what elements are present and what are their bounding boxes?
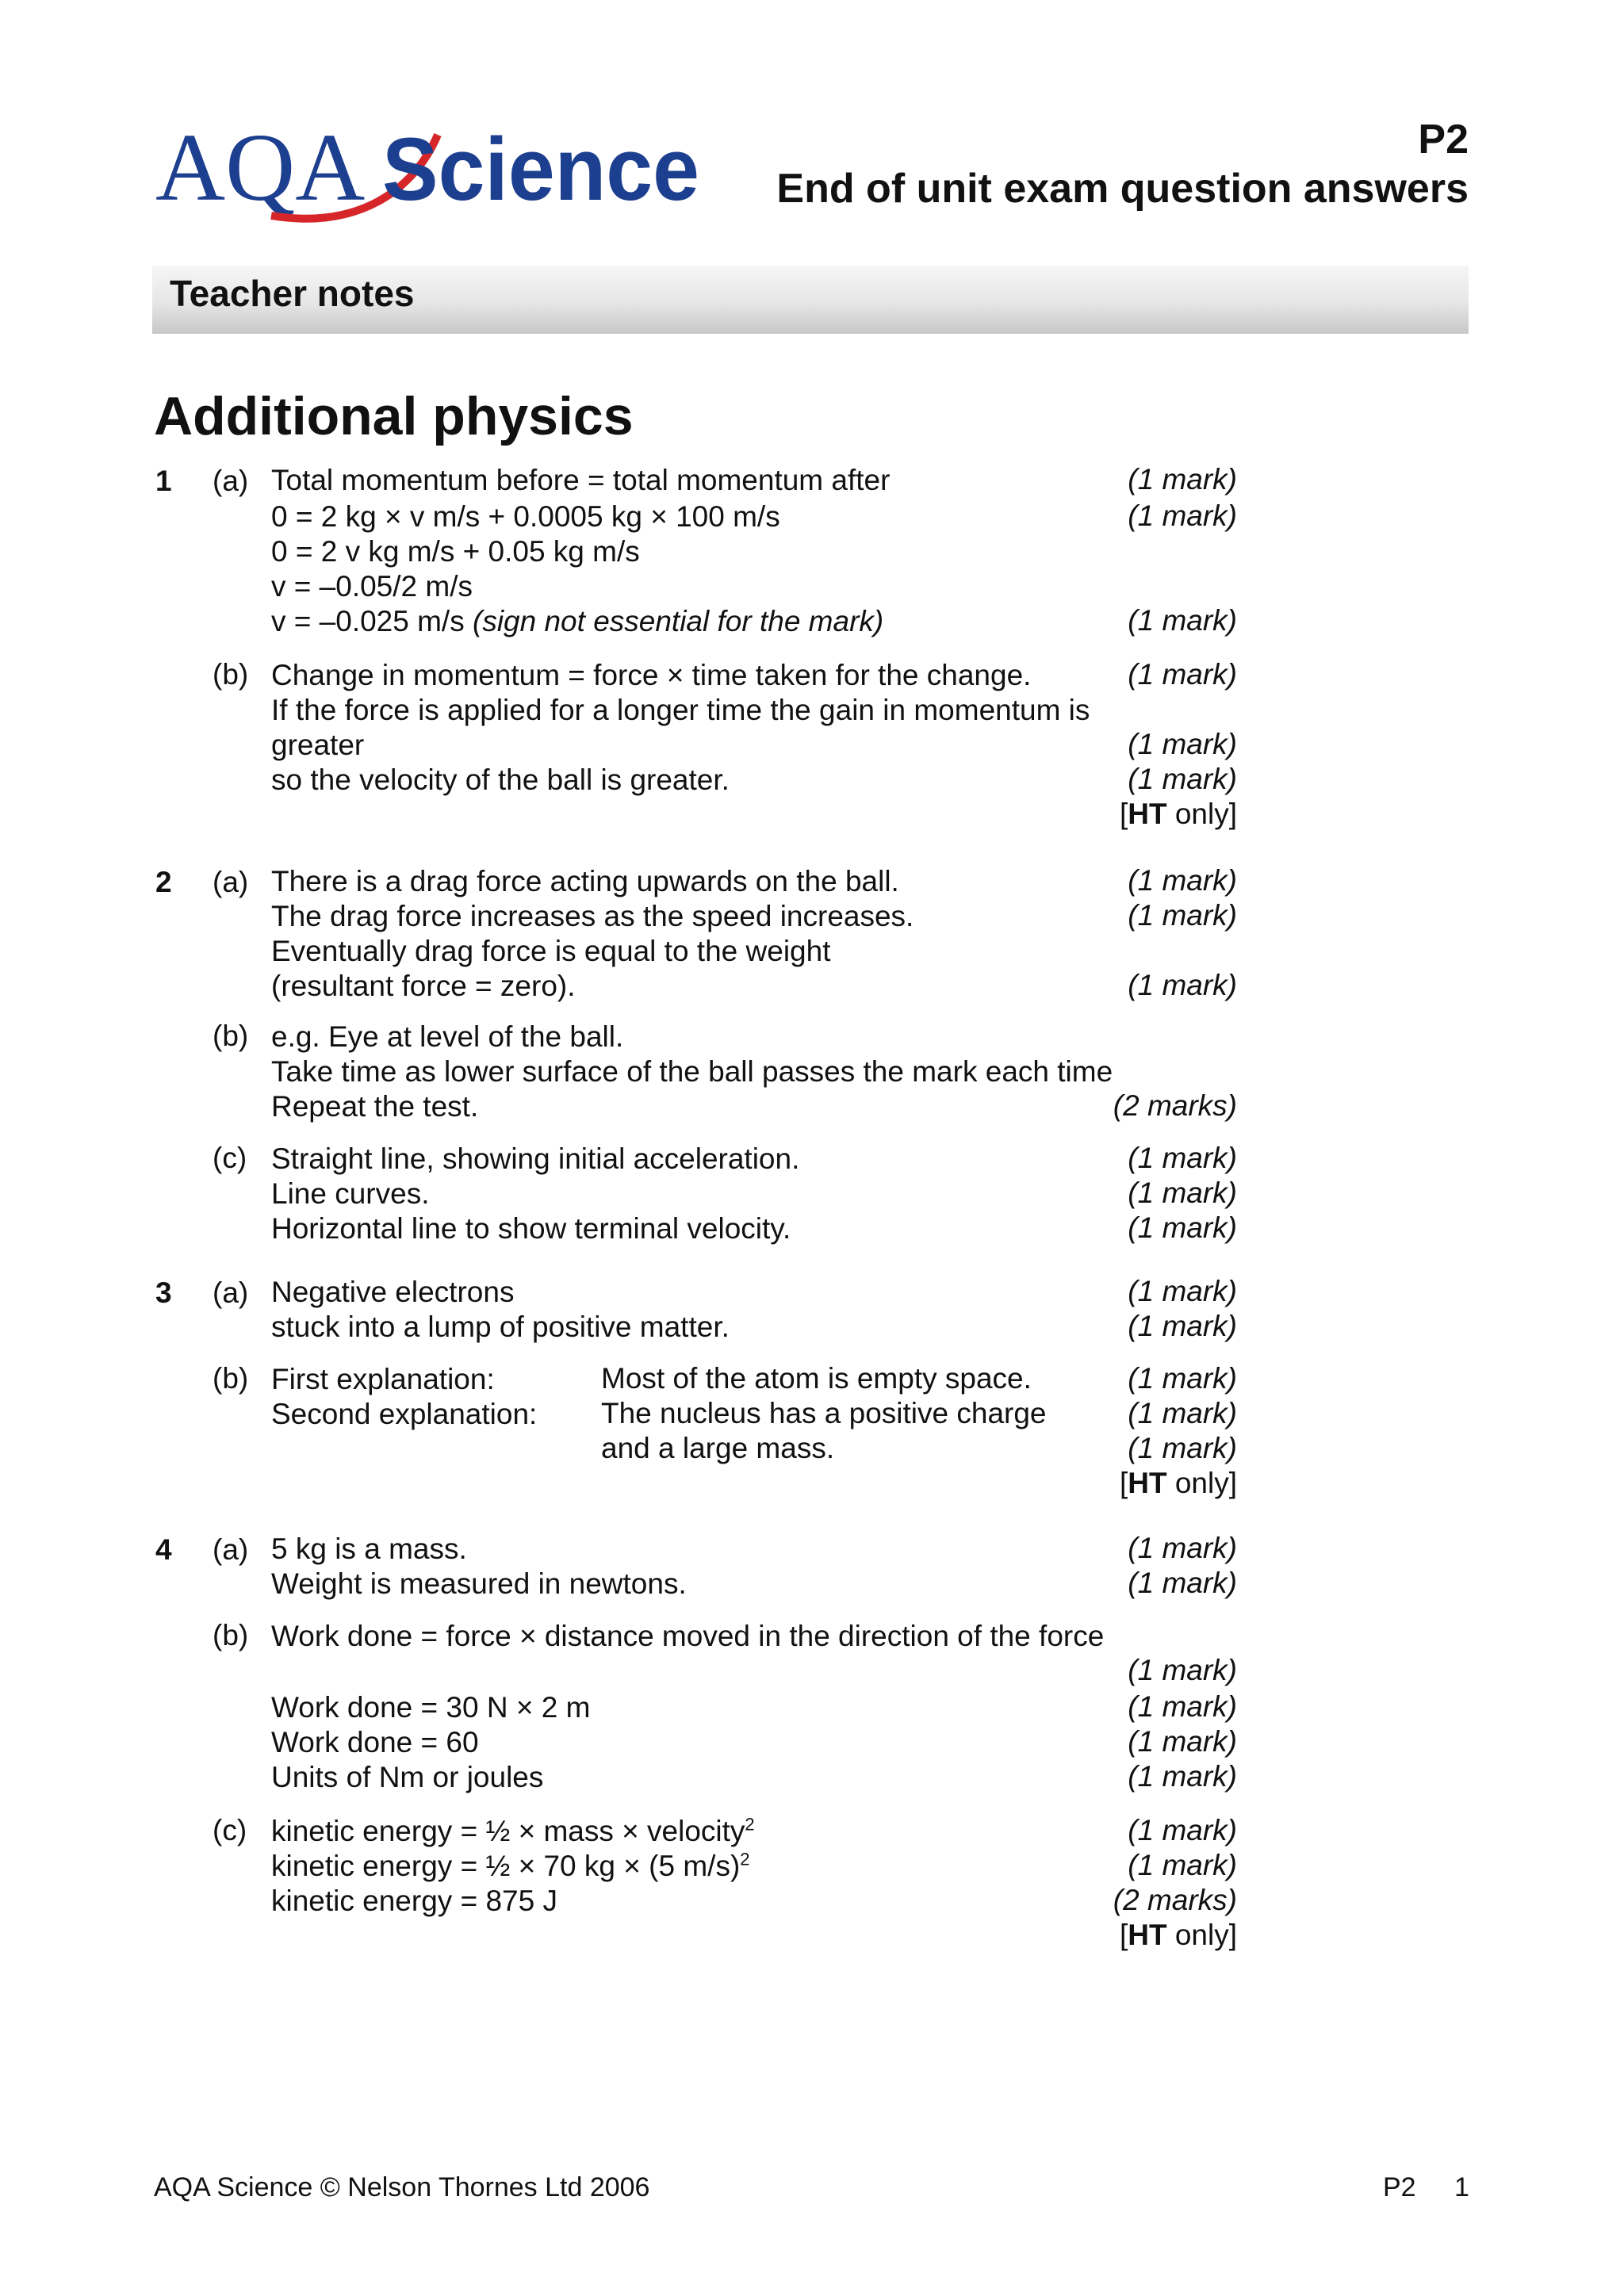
q2b-line-3: Repeat the test. (271, 1090, 479, 1123)
q3a-line-1: Negative electrons (271, 1276, 515, 1308)
q3a-line-2: stuck into a lump of positive matter. (271, 1311, 730, 1343)
q3b-mark-2: (1 mark) (1128, 1397, 1237, 1429)
q3b-ht-rest: only] (1166, 1467, 1237, 1499)
q3b-ht-bold: HT (1128, 1467, 1167, 1499)
q4c-ht-bold: HT (1128, 1919, 1167, 1951)
q1-part-a-label: (a) (213, 465, 249, 497)
q2c-mark-3: (1 mark) (1128, 1211, 1237, 1244)
section-title: Additional physics (154, 386, 634, 446)
q4b-line-4: Units of Nm or joules (271, 1761, 544, 1793)
q1b-line-2: If the force is applied for a longer time the gain in momentum is (271, 694, 1090, 726)
q4b-mark-4: (1 mark) (1128, 1760, 1237, 1793)
footer-copyright: AQA Science © Nelson Thornes Ltd 2006 (154, 2172, 650, 2202)
q4c-line-2-sup: 2 (740, 1849, 750, 1869)
question-number-1: 1 (155, 465, 172, 497)
q2b-line-1: e.g. Eye at level of the ball. (271, 1020, 624, 1053)
q4a-mark-1: (1 mark) (1128, 1532, 1237, 1564)
q4a-line-2: Weight is measured in newtons. (271, 1567, 687, 1600)
q4c-line-2-text: kinetic energy = ½ × 70 kg × (5 m/s) (271, 1850, 741, 1882)
footer-page-number: 1 (1454, 2172, 1469, 2202)
q1a-line-1: Total momentum before = total momentum after (271, 464, 891, 496)
q1b-ht-rest: only] (1166, 798, 1237, 830)
teacher-notes-bar (152, 266, 1469, 334)
q1b-line-3: greater (271, 729, 365, 761)
q4c-mark-3: (2 marks) (1113, 1884, 1237, 1916)
q3b-mark-1: (1 mark) (1128, 1362, 1237, 1395)
q3a-mark-1: (1 mark) (1128, 1275, 1237, 1307)
q1b-mark-4: (1 mark) (1128, 763, 1237, 795)
q1b-mark-1: (1 mark) (1128, 658, 1237, 691)
teacher-notes-label: Teacher notes (170, 273, 415, 314)
q3b-value-1: Most of the atom is empty space. (601, 1362, 1032, 1395)
q1a-line-2: 0 = 2 kg × v m/s + 0.0005 kg × 100 m/s (271, 500, 780, 533)
q4c-ht-rest: only] (1166, 1919, 1237, 1951)
q3b-mark-3: (1 mark) (1128, 1432, 1237, 1464)
q1b-line-4: so the velocity of the ball is greater. (271, 763, 730, 796)
q1b-mark-3: (1 mark) (1128, 728, 1237, 760)
q3b-value-3: and a large mass. (601, 1432, 835, 1464)
question-number-3: 3 (155, 1276, 172, 1309)
logo-science-text: Science (382, 120, 699, 219)
q2a-line-3: Eventually drag force is equal to the weight (271, 935, 831, 967)
q1a-line-5 (271, 604, 883, 639)
q4c-mark-1: (1 mark) (1128, 1814, 1237, 1846)
q2c-line-3: Horizontal line to show terminal velocity. (271, 1212, 791, 1245)
q3-part-a-label: (a) (213, 1276, 249, 1309)
q3b-ht-open: [ (1119, 1467, 1128, 1499)
q1b-ht-open: [ (1119, 798, 1128, 830)
q2b-mark-3: (2 marks) (1113, 1089, 1237, 1122)
q2a-line-4: (resultant force = zero). (271, 970, 576, 1002)
footer-unit: P2 (1383, 2172, 1416, 2202)
q2a-mark-4: (1 mark) (1128, 969, 1237, 1001)
q2c-mark-1: (1 mark) (1128, 1142, 1237, 1174)
q4a-line-1: 5 kg is a mass. (271, 1533, 467, 1565)
q1b-ht-bold: HT (1128, 798, 1167, 830)
q4b-mark-2: (1 mark) (1128, 1690, 1237, 1723)
q4b-mark-1: (1 mark) (1128, 1654, 1237, 1686)
q4c-line-2 (271, 1849, 750, 1884)
q4c-ht-only (1120, 1919, 1237, 1952)
q4-part-c-label: (c) (213, 1814, 247, 1846)
q4c-line-1-text: kinetic energy = ½ × mass × velocity (271, 1815, 745, 1847)
logo-graphic (152, 111, 707, 230)
q2-part-b-label: (b) (213, 1020, 249, 1052)
q3-part-b-label: (b) (213, 1362, 249, 1395)
q4c-line-1-sup: 2 (745, 1814, 755, 1835)
q1a-mark-2: (1 mark) (1128, 499, 1237, 532)
q4c-line-1 (271, 1814, 755, 1849)
q1a-line-5-answer: v = –0.025 m/s (271, 605, 473, 637)
q1b-line-1: Change in momentum = force × time taken for the change. (271, 659, 1032, 691)
q2c-line-2: Line curves. (271, 1177, 430, 1210)
q2-part-a-label: (a) (213, 866, 249, 898)
q1a-line-4: v = –0.05/2 m/s (271, 570, 473, 603)
q4-part-b-label: (b) (213, 1619, 249, 1651)
q4-part-a-label: (a) (213, 1533, 249, 1566)
question-number-4: 4 (155, 1533, 172, 1566)
q1b-ht-only (1120, 798, 1237, 831)
aqa-science-logo (152, 111, 707, 230)
q2a-line-1: There is a drag force acting upwards on the ball. (271, 865, 899, 897)
q2a-mark-1: (1 mark) (1128, 864, 1237, 897)
q1a-line-5-note: (sign not essential for the mark) (473, 605, 884, 637)
q4b-line-3: Work done = 60 (271, 1726, 479, 1758)
q4b-mark-3: (1 mark) (1128, 1725, 1237, 1758)
unit-title: End of unit exam question answers (776, 166, 1469, 212)
logo-aqa-text: AQA (155, 114, 366, 221)
q3b-key-1: First explanation: (271, 1363, 495, 1395)
q3b-ht-only (1120, 1467, 1237, 1500)
q2a-mark-2: (1 mark) (1128, 899, 1237, 932)
q4a-mark-2: (1 mark) (1128, 1567, 1237, 1599)
q2a-line-2: The drag force increases as the speed increases. (271, 900, 914, 932)
q1a-mark-1: (1 mark) (1128, 463, 1237, 496)
q1a-mark-5: (1 mark) (1128, 604, 1237, 637)
q3b-value-2: The nucleus has a positive charge (601, 1397, 1047, 1429)
q2-part-c-label: (c) (213, 1142, 247, 1174)
q1-part-b-label: (b) (213, 658, 249, 691)
q4c-ht-open: [ (1119, 1919, 1128, 1951)
q1a-line-3: 0 = 2 v kg m/s + 0.05 kg m/s (271, 535, 640, 568)
q2c-mark-2: (1 mark) (1128, 1177, 1237, 1209)
q2c-line-1: Straight line, showing initial acceleration. (271, 1142, 800, 1175)
q4b-line-2: Work done = 30 N × 2 m (271, 1691, 591, 1724)
q4c-mark-2: (1 mark) (1128, 1849, 1237, 1881)
q2b-line-2: Take time as lower surface of the ball passes the mark each time (271, 1055, 1113, 1088)
q4b-line-1: Work done = force × distance moved in the direction of the force (271, 1620, 1105, 1652)
q4c-line-3: kinetic energy = 875 J (271, 1885, 557, 1917)
unit-code: P2 (1418, 117, 1469, 163)
q3b-key-2: Second explanation: (271, 1398, 538, 1430)
question-number-2: 2 (155, 866, 172, 898)
q3a-mark-2: (1 mark) (1128, 1310, 1237, 1342)
